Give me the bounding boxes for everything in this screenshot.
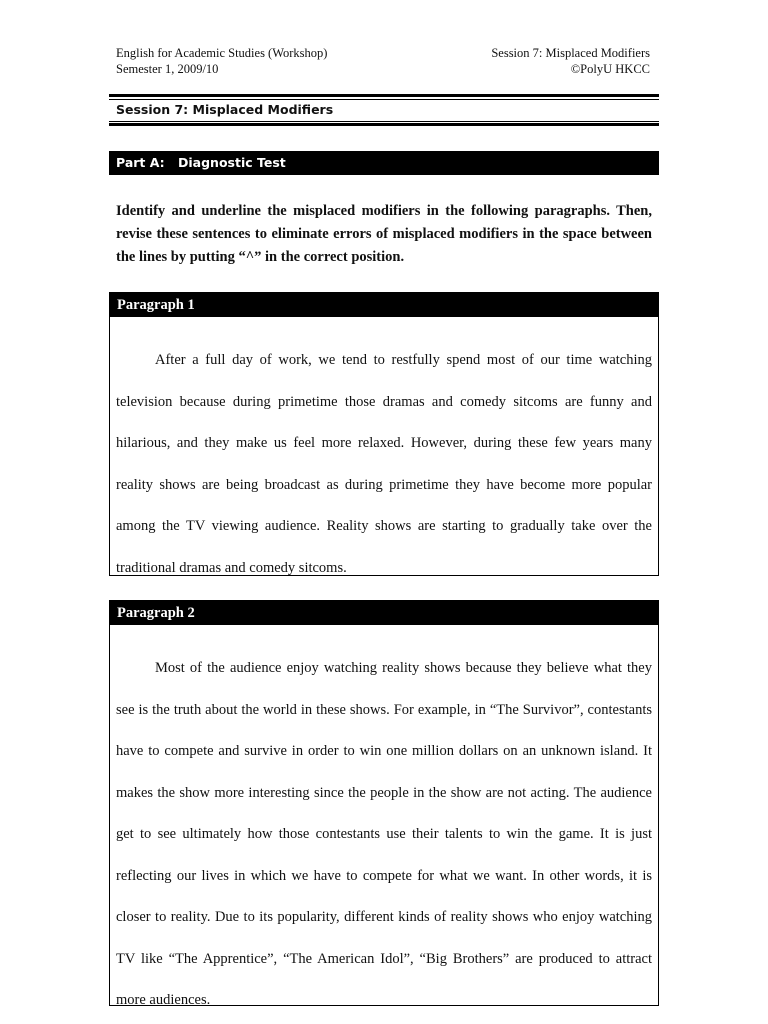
- part-label: Part A:: [116, 155, 165, 170]
- title-rule-top-thin: [109, 99, 659, 100]
- paragraph-text: Most of the audience enjoy watching reality shows because they believe what they see is the truth about the world in these shows. For example, in “The Survivor”, contestants have to compete and survive in order to win one million dollars on an unknown island. It makes the show more interesting since the people in the show are not acting. The audience get to see ultimately how those contestants use their talents to win the game. It is just reflecting our lives in which we have to compete for what we want. In other words, it is closer to reality. Due to its popularity, different kinds of reality shows who enjoy watching TV like “The Apprentice”, “The American Idol”, “Big Brothers” are produced to attract more audiences.: [116, 660, 652, 1008]
- session-title: Session 7: Misplaced Modifiers: [116, 102, 334, 117]
- paragraph-box-1: [109, 292, 659, 576]
- paragraph-title: Paragraph 1: [110, 293, 658, 317]
- header-right: [491, 45, 650, 77]
- header-left: [116, 45, 327, 77]
- semester: Semester 1, 2009/10: [116, 62, 219, 76]
- copyright: ©PolyU HKCC: [570, 62, 650, 76]
- session-label: Session 7: Misplaced Modifiers: [491, 46, 650, 60]
- part-title: Diagnostic Test: [178, 155, 286, 170]
- title-rule-bottom-thick: [109, 123, 659, 126]
- title-rule-bottom-thin: [109, 121, 659, 122]
- course-name: English for Academic Studies (Workshop): [116, 46, 328, 60]
- part-heading-bar: [109, 151, 659, 175]
- instructions: Identify and underline the misplaced modifiers in the following paragraphs. Then, revise these sentences to eliminate errors of misplaced modifiers in the space between the lines by putting “^” in the correct position.: [116, 203, 652, 265]
- paragraph-box-2: [109, 600, 659, 1006]
- paragraph-text: After a full day of work, we tend to restfully spend most of our time watching television because during primetime those dramas and comedy sitcoms are funny and hilarious, and they make us feel more relaxed. However, during these few years many reality shows are being broadcast as during primetime they have become more popular among the TV viewing audience. Reality shows are starting to gradually take over the traditional dramas and comedy sitcoms.: [116, 352, 652, 576]
- paragraph-title: Paragraph 2: [110, 601, 658, 625]
- title-rule-top-thick: [109, 94, 659, 97]
